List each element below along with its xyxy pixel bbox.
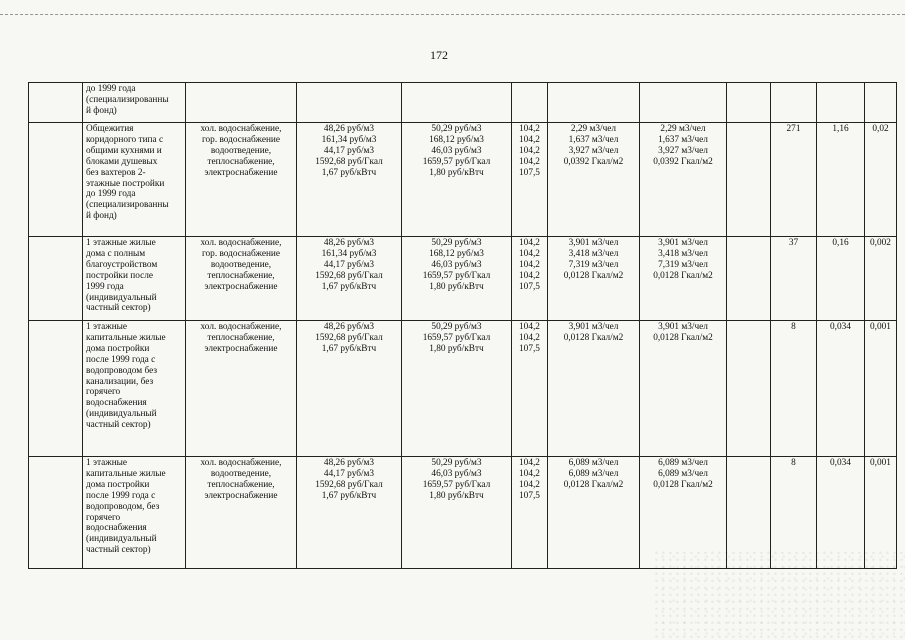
cell-line: 2,29 м3/чел (570, 124, 617, 134)
table-row (29, 321, 897, 457)
value-2-cell (865, 237, 897, 321)
empty-column-cell (29, 83, 83, 123)
value-2-cell (865, 457, 897, 569)
cell-line: 168,12 руб/м3 (429, 134, 484, 145)
cell-line: 1,80 руб/кВтч (429, 490, 484, 501)
cell-line: 1,67 руб/кВтч (321, 167, 377, 178)
tariff-previous-cell (297, 83, 402, 123)
cell-line: 3,901 м3/чел (568, 238, 619, 248)
cell-line: 104,2 (519, 468, 540, 479)
cell-line: горячего (86, 387, 121, 398)
building-type-cell (83, 83, 186, 123)
cell-value: 0,16 (832, 238, 849, 248)
blank-cell (727, 123, 771, 237)
tariff-index-cell (512, 237, 548, 321)
cell-line: горячего (86, 512, 121, 523)
cell-line: 107,5 (519, 281, 540, 292)
tariff-previous-cell (297, 457, 402, 569)
count-cell (771, 123, 817, 237)
cell-line: 107,5 (519, 490, 540, 501)
services-cell (186, 457, 297, 569)
norm-previous-cell (548, 83, 640, 123)
norm-previous-cell (548, 123, 640, 237)
cell-line: 1 этажные (86, 322, 128, 332)
cell-line: 6,089 м3/чел (658, 468, 708, 479)
table-row (29, 83, 897, 123)
cell-value: 8 (791, 458, 796, 468)
cell-line: водопроводом без (86, 365, 157, 376)
cell-line: 104,2 (519, 145, 540, 156)
norm-current-cell (640, 321, 727, 457)
cell-line: 1659,57 руб/Гкал (422, 156, 491, 167)
cell-line: 1,637 м3/чел (658, 134, 708, 145)
empty-column-cell (29, 457, 83, 569)
cell-line: 0,0128 Гкал/м2 (563, 332, 624, 343)
cell-line: 104,2 (519, 479, 540, 490)
cell-line: 44,17 руб/м3 (323, 259, 375, 270)
cell-value: 0,034 (830, 322, 851, 332)
cell-line: 44,17 руб/м3 (323, 468, 375, 479)
cell-line: 1 этажные (86, 458, 128, 468)
cell-line: 107,5 (519, 343, 540, 354)
cell-line: 168,12 руб/м3 (429, 248, 484, 259)
cell-line: 6,089 м3/чел (568, 458, 619, 468)
empty-column-cell (29, 123, 83, 237)
cell-value: 37 (788, 238, 799, 248)
cell-line: 0,0128 Гкал/м2 (563, 270, 624, 281)
cell-line: (индивидуальный (86, 292, 157, 303)
building-type-cell (83, 123, 186, 237)
blank-cell (727, 83, 771, 123)
tariff-previous-cell (297, 237, 402, 321)
cell-line: 104,2 (519, 322, 540, 332)
count-cell (771, 83, 817, 123)
table-row (29, 237, 897, 321)
cell-line: 50,29 руб/м3 (431, 124, 482, 134)
tariff-index-cell (512, 83, 548, 123)
cell-line: 46,03 руб/м3 (431, 145, 482, 156)
cell-value: 1,16 (832, 124, 849, 134)
empty-column-cell (29, 237, 83, 321)
cell-line: 0,0128 Гкал/м2 (653, 332, 713, 343)
table-row (29, 457, 897, 569)
page-number: 172 (430, 48, 448, 62)
count-cell (771, 457, 817, 569)
cell-line: 1659,57 руб/Гкал (422, 270, 491, 281)
cell-line: 3,418 м3/чел (658, 248, 708, 259)
cell-line: благоустройством (86, 259, 158, 270)
cell-line: (индивидуальный (86, 409, 157, 420)
cell-line: 104,2 (519, 259, 540, 270)
services-cell (186, 321, 297, 457)
cell-line: 1999 года (86, 281, 124, 292)
value-1-cell (817, 123, 865, 237)
norm-current-cell (640, 457, 727, 569)
cell-value: 8 (791, 322, 796, 332)
cell-line: 1,637 м3/чел (568, 134, 619, 145)
cell-line: 48,26 руб/м3 (323, 124, 375, 134)
tariff-current-cell (402, 457, 512, 569)
cell-line: дома постройки (86, 343, 150, 354)
cell-line: хол. водоснабжение, (200, 458, 282, 468)
cell-line: 0,0392 Гкал/м2 (563, 156, 624, 167)
cell-line: дома с полным (86, 248, 146, 259)
services-cell (186, 83, 297, 123)
cell-line: (индивидуальный (86, 534, 157, 545)
cell-line: теплоснабжение, (207, 332, 275, 343)
cell-line: 1,80 руб/кВтч (429, 281, 484, 292)
building-type-cell (83, 457, 186, 569)
cell-line: 46,03 руб/м3 (431, 259, 482, 270)
value-1-cell (817, 321, 865, 457)
tariff-current-cell (402, 237, 512, 321)
cell-line: блоками душевых (86, 156, 158, 167)
cell-line: водоотведение, (210, 259, 272, 270)
cell-line: 1,80 руб/кВтч (429, 167, 484, 178)
cell-line: 1659,57 руб/Гкал (422, 332, 491, 343)
norm-previous-cell (548, 321, 640, 457)
norm-current-cell (640, 123, 727, 237)
cell-line: 1,67 руб/кВтч (321, 490, 377, 501)
cell-line: гор. водоснабжение (201, 248, 281, 259)
cell-line: 104,2 (519, 332, 540, 343)
tariff-index-cell (512, 457, 548, 569)
value-1-cell (817, 457, 865, 569)
cell-line: 1592,68 руб/Гкал (315, 479, 383, 490)
norm-previous-cell (548, 457, 640, 569)
cell-line: 6,089 м3/чел (658, 458, 708, 468)
tariff-current-cell (402, 83, 512, 123)
value-2-cell (865, 83, 897, 123)
cell-line: электроснабжение (204, 281, 278, 292)
cell-line: 104,2 (519, 270, 540, 281)
cell-line: 50,29 руб/м3 (431, 238, 482, 248)
cell-line: канализации, без (86, 376, 154, 387)
cell-line: хол. водоснабжение, (200, 124, 282, 134)
cell-line: 46,03 руб/м3 (431, 468, 482, 479)
cell-line: 104,2 (519, 238, 540, 248)
cell-line: 1,80 руб/кВтч (429, 343, 484, 354)
cell-line: теплоснабжение, (207, 156, 275, 167)
cell-line: 104,2 (519, 458, 540, 468)
cell-line: 3,901 м3/чел (658, 322, 708, 332)
count-cell (771, 237, 817, 321)
cell-line: 1592,68 руб/Гкал (315, 156, 383, 167)
cell-line: 50,29 руб/м3 (431, 458, 482, 468)
cell-line: 44,17 руб/м3 (323, 145, 375, 156)
cell-line: 48,26 руб/м3 (323, 238, 375, 248)
cell-line: общими кухнями и (86, 145, 162, 156)
cell-line: хол. водоснабжение, (200, 238, 282, 248)
tariff-index-cell (512, 321, 548, 457)
cell-line: частный сектор) (86, 303, 151, 314)
cell-line: после 1999 года с (86, 354, 156, 365)
norm-current-cell (640, 237, 727, 321)
cell-line: частный сектор) (86, 420, 151, 431)
cell-line: электроснабжение (204, 343, 278, 354)
cell-line: 7,319 м3/чел (658, 259, 708, 270)
cell-line: до 1999 года (86, 84, 136, 94)
value-1-cell (817, 237, 865, 321)
cell-line: 0,0128 Гкал/м2 (653, 479, 713, 490)
cell-line: 0,0128 Гкал/м2 (563, 479, 624, 490)
cell-line: 104,2 (519, 134, 540, 145)
cell-line: хол. водоснабжение, (200, 322, 282, 332)
services-cell (186, 123, 297, 237)
count-cell (771, 321, 817, 457)
cell-line: капитальные жилые (86, 332, 166, 343)
value-2-cell (865, 321, 897, 457)
cell-line: 1659,57 руб/Гкал (422, 479, 491, 490)
cell-line: дома постройки (86, 479, 150, 490)
cell-line: этажные постройки (86, 178, 165, 189)
cell-line: без вахтеров 2- (86, 167, 146, 178)
cell-line: 3,901 м3/чел (568, 322, 619, 332)
cell-line: теплоснабжение, (207, 270, 275, 281)
cell-line: 1 этажные жилые (86, 238, 156, 248)
cell-line: (специализированны (86, 94, 169, 105)
cell-value: 271 (786, 124, 801, 134)
norm-current-cell (640, 83, 727, 123)
tariff-previous-cell (297, 321, 402, 457)
building-type-cell (83, 321, 186, 457)
cell-line: 3,927 м3/чел (568, 145, 619, 156)
cell-line: 161,34 руб/м3 (321, 134, 377, 145)
cell-line: водоотведение, (210, 468, 272, 479)
cell-line: 50,29 руб/м3 (431, 322, 482, 332)
value-2-cell (865, 123, 897, 237)
tariff-current-cell (402, 321, 512, 457)
scan-edge-line (0, 14, 905, 15)
cell-line: 104,2 (519, 124, 540, 134)
blank-cell (727, 457, 771, 569)
cell-line: (специализированны (86, 200, 169, 211)
cell-line: постройки после (86, 270, 153, 281)
cell-line: водоснабжения (86, 523, 147, 534)
cell-line: 3,927 м3/чел (658, 145, 708, 156)
cell-line: 3,418 м3/чел (568, 248, 619, 259)
cell-line: теплоснабжение, (207, 479, 275, 490)
cell-line: 1,67 руб/кВтч (321, 281, 377, 292)
cell-value: 0,02 (872, 124, 889, 134)
cell-line: 1592,68 руб/Гкал (315, 270, 383, 281)
cell-line: 0,0392 Гкал/м2 (653, 156, 713, 167)
table-row (29, 123, 897, 237)
cell-line: 1,67 руб/кВтч (321, 343, 377, 354)
cell-line: 6,089 м3/чел (568, 468, 619, 479)
cell-line: 2,29 м3/чел (660, 124, 706, 134)
empty-column-cell (29, 321, 83, 457)
cell-line: 104,2 (519, 156, 540, 167)
tariff-table (28, 82, 897, 569)
cell-line: 3,901 м3/чел (658, 238, 708, 248)
cell-line: 0,0128 Гкал/м2 (653, 270, 713, 281)
cell-line: после 1999 года с (86, 490, 156, 501)
cell-line: водоснабжения (86, 398, 147, 409)
cell-line: 48,26 руб/м3 (323, 458, 375, 468)
blank-cell (727, 237, 771, 321)
cell-line: 161,34 руб/м3 (321, 248, 377, 259)
cell-line: Общежития (86, 124, 134, 134)
cell-line: й фонд) (86, 105, 117, 116)
cell-line: й фонд) (86, 211, 117, 222)
cell-line: 1592,68 руб/Гкал (315, 332, 383, 343)
cell-line: 107,5 (519, 167, 540, 178)
tariff-current-cell (402, 123, 512, 237)
tariff-index-cell (512, 123, 548, 237)
cell-line: гор. водоснабжение (201, 134, 281, 145)
cell-line: электроснабжение (204, 490, 278, 501)
blank-cell (727, 321, 771, 457)
cell-line: 48,26 руб/м3 (323, 322, 375, 332)
cell-line: капитальные жилые (86, 468, 166, 479)
building-type-cell (83, 237, 186, 321)
cell-value: 0,002 (870, 238, 891, 248)
norm-previous-cell (548, 237, 640, 321)
cell-line: до 1999 года (86, 189, 136, 200)
cell-value: 0,034 (830, 458, 851, 468)
cell-value: 0,001 (870, 322, 891, 332)
cell-line: 7,319 м3/чел (568, 259, 619, 270)
value-1-cell (817, 83, 865, 123)
cell-line: водоотведение, (210, 145, 272, 156)
cell-value: 0,001 (870, 458, 891, 468)
services-cell (186, 237, 297, 321)
cell-line: 104,2 (519, 248, 540, 259)
cell-line: электроснабжение (204, 167, 278, 178)
tariff-previous-cell (297, 123, 402, 237)
cell-line: коридорного типа с (86, 134, 164, 145)
cell-line: частный сектор) (86, 545, 151, 556)
cell-line: водопроводом, без (86, 501, 160, 512)
